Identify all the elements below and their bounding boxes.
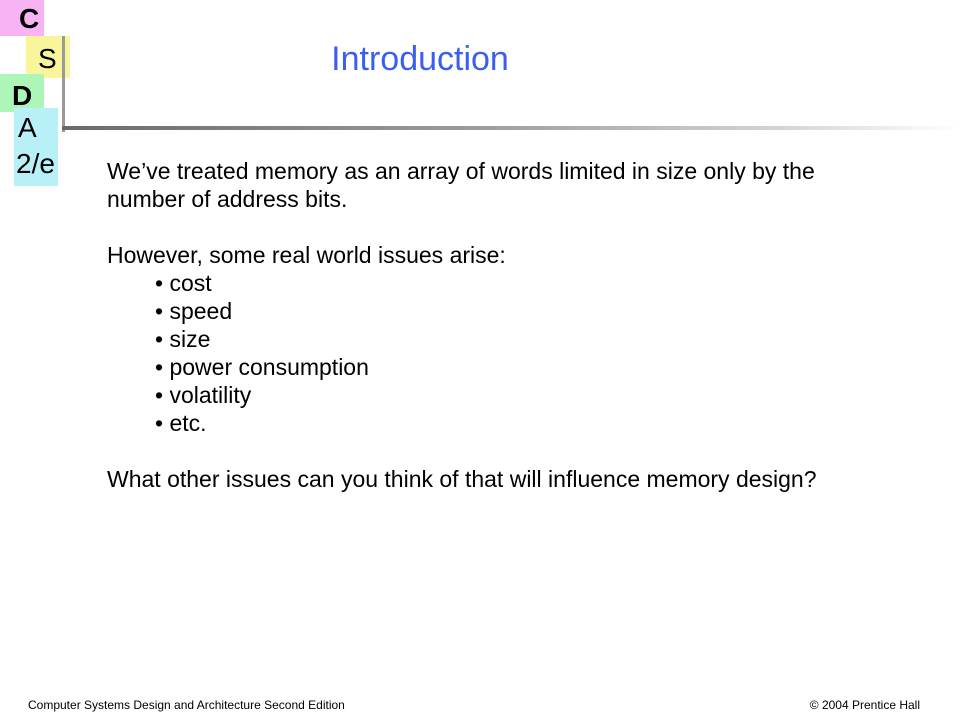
- logo-letter-c: C: [19, 3, 40, 34]
- header-horizontal-rule: [62, 126, 960, 130]
- logo-letter-d: D: [12, 80, 33, 111]
- list-item: • size: [155, 326, 211, 352]
- list-item: • power consumption: [155, 354, 369, 380]
- logo-letter-2e: 2/e: [16, 148, 55, 179]
- body-paragraph-3: What other issues can you think of that will influence memory design?: [107, 466, 817, 492]
- logo-letter-s: S: [38, 43, 57, 74]
- logo-letter-a: A: [18, 112, 37, 143]
- body-paragraph-2: However, some real world issues arise:: [107, 242, 506, 268]
- list-item: • cost: [155, 270, 212, 296]
- list-item: • etc.: [155, 410, 207, 436]
- list-item: • speed: [155, 298, 233, 324]
- footer-book-title: Computer Systems Design and Architecture Second Edition: [28, 698, 345, 712]
- slide-body: [107, 157, 897, 493]
- slide-title-text: Introduction: [331, 40, 509, 78]
- footer-copyright: © 2004 Prentice Hall: [809, 698, 920, 712]
- list-item: • volatility: [155, 382, 252, 408]
- body-paragraph-1: We’ve treated memory as an array of words limited in size only by the number of address bits.: [107, 158, 815, 212]
- issue-list: [107, 269, 897, 437]
- slide-title: [0, 40, 840, 79]
